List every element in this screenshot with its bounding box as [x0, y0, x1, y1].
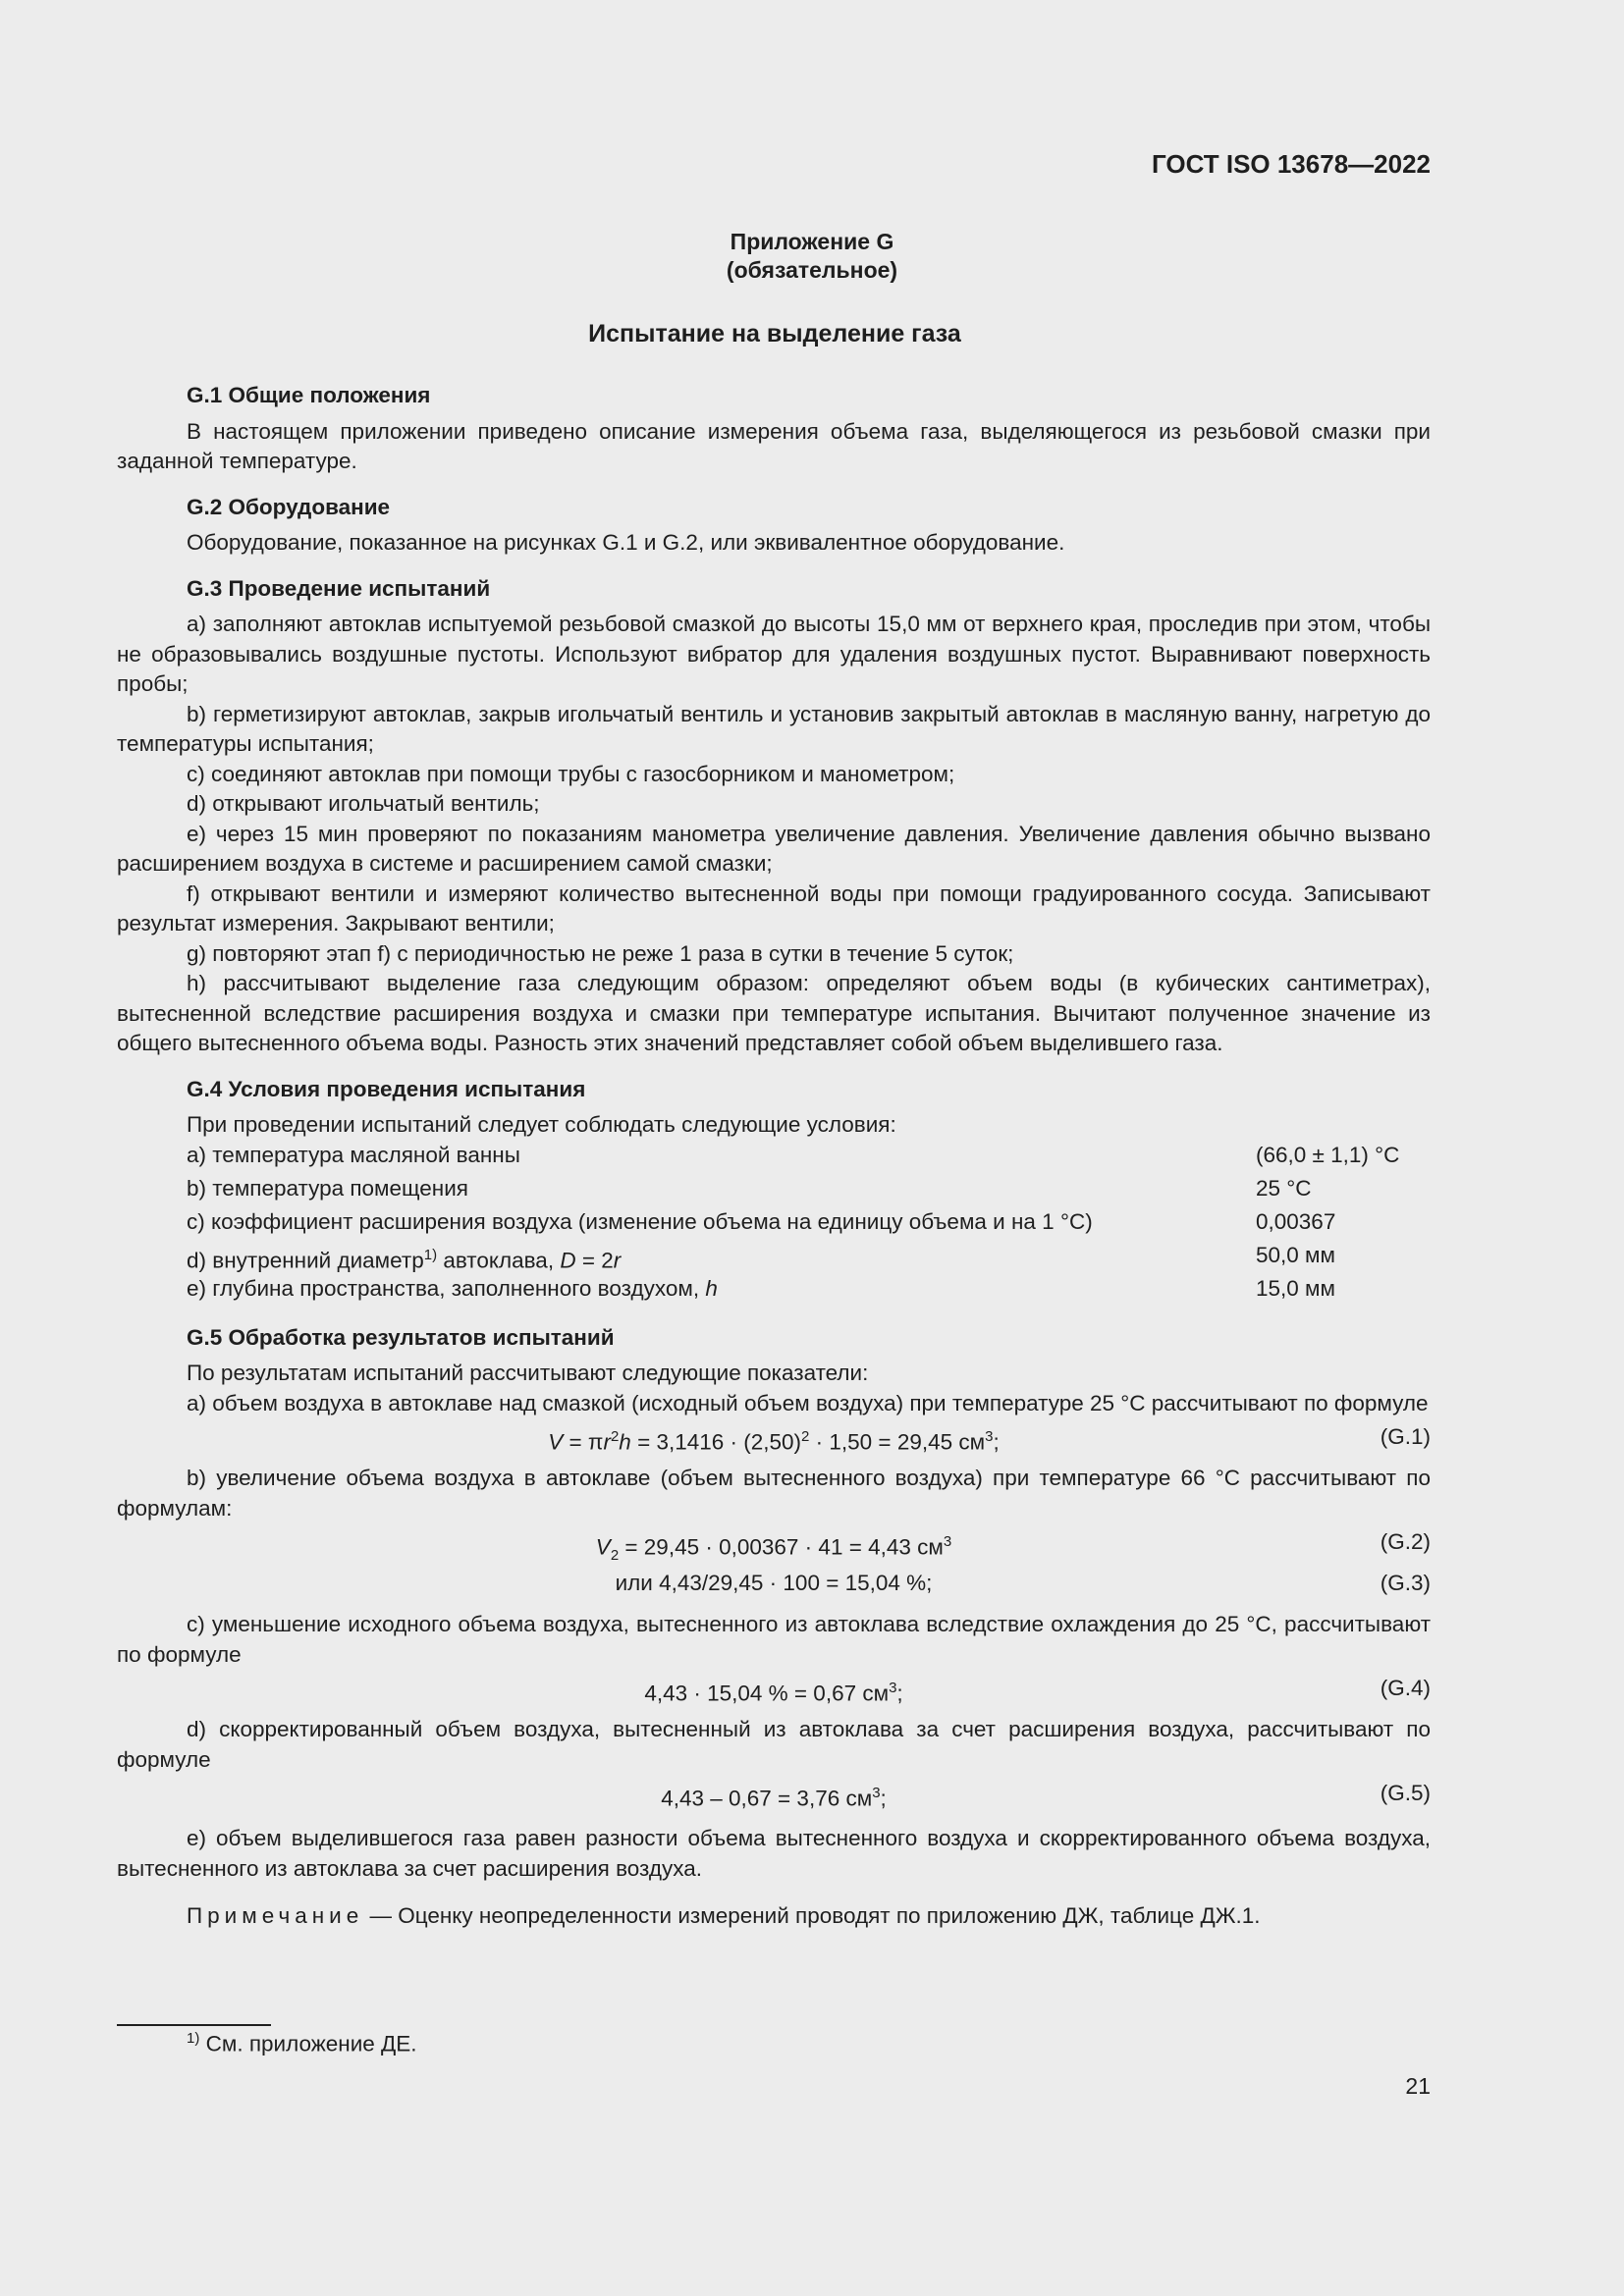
section-heading-g3: G.3 Проведение испытаний — [187, 575, 491, 601]
formula-g3 — [117, 1569, 1431, 1606]
note — [117, 1901, 1431, 1932]
list-item: e) объем выделившегося газа равен разности объема вытесненного воздуха и скорректированного объема воздуха, вытесненного из автоклава за счет расширения воздуха. — [117, 1826, 1431, 1881]
list-item: c) соединяют автоклав при помощи трубы с газосборником и манометром; — [187, 761, 955, 786]
annex-heading — [0, 228, 1624, 285]
formula-number: (G.3) — [1380, 1571, 1431, 1595]
condition-label: c) коэффициент расширения воздуха (изменение объема на единицу объема и на 1 °C) — [187, 1208, 1093, 1234]
formula-number: (G.4) — [1380, 1676, 1431, 1700]
condition-label: e) глубина пространства, заполненного воздухом, h — [187, 1275, 718, 1301]
list-item: c) уменьшение исходного объема воздуха, вытесненного из автоклава вследствие охлаждения до 25 °C, рассчитывают по формуле — [117, 1612, 1431, 1667]
condition-value: 15,0 мм — [1256, 1275, 1335, 1301]
list-item: f) открывают вентили и измеряют количество вытесненной воды при помощи градуированного сосуда. Записывают результат измерения. Закрывают вентили; — [117, 881, 1431, 935]
formula-g4 — [117, 1674, 1431, 1711]
formula-expression: или 4,43/29,45 · 100 = 15,04 %; — [615, 1571, 933, 1595]
list-item: d) скорректированный объем воздуха, вытесненный из автоклава за счет расширения воздуха, рассчитывают по формуле — [117, 1717, 1431, 1772]
paragraph: По результатам испытаний рассчитывают следующие показатели: — [187, 1361, 869, 1385]
list-item: d) открывают игольчатый вентиль; — [187, 791, 540, 816]
document-body — [117, 381, 1431, 1932]
condition-label: b) температура помещения — [187, 1175, 468, 1201]
main-title: Испытание на выделение газа — [588, 320, 961, 347]
paragraph: При проведении испытаний следует соблюдать следующие условия: — [187, 1112, 896, 1137]
formula-number: (G.1) — [1380, 1424, 1431, 1449]
list-item: b) герметизируют автоклав, закрыв игольчатый вентиль и установив закрытый автоклав в масляную ванну, нагретую до температуры испытания; — [117, 701, 1431, 756]
section-heading-g1: G.1 Общие положения — [187, 383, 431, 407]
condition-value: 25 °C — [1256, 1175, 1312, 1201]
page-number: 21 — [1405, 2073, 1431, 2099]
formula-expression: 4,43 – 0,67 = 3,76 $см^3$; — [661, 1785, 887, 1811]
condition-row — [117, 1174, 1431, 1207]
paragraph: В настоящем приложении приведено описание измерения объема газа, выделяющегося из резьбовой смазки при заданной температуре. — [117, 418, 1431, 473]
formula-number: (G.2) — [1380, 1529, 1431, 1554]
annex-title: Приложение G — [730, 229, 894, 254]
condition-label: a) температура масляной ванны — [187, 1142, 520, 1167]
paragraph: Оборудование, показанное на рисунках G.1 и G.2, или эквивалентное оборудование. — [187, 530, 1065, 555]
annex-status: (обязательное) — [726, 257, 898, 283]
list-item: g) повторяют этап f) с периодичностью не реже 1 раза в сутки в течение 5 суток; — [187, 940, 1014, 966]
condition-value: 0,00367 — [1256, 1208, 1336, 1234]
section-heading-g4: G.4 Условия проведения испытания — [187, 1076, 586, 1101]
formula-expression: $V_2 = 29,45 \cdot 0,00367 \cdot 41 = 4,43$ $см^3$ — [595, 1533, 952, 1564]
standard-designation: ГОСТ ISO 13678—2022 — [1151, 149, 1431, 179]
condition-value: (66,0 ± 1,1) °C — [1256, 1142, 1400, 1167]
condition-row — [117, 1274, 1431, 1308]
footnote-divider — [117, 2024, 271, 2026]
footnote-text: См. приложение ДЕ. — [199, 2031, 417, 2056]
list-item: h) рассчитывают выделение газа следующим образом: определяют объем воды (в кубических сантиметрах), вытесненной вследствие расширения воздуха и смазки при температуре испытания. Вычитают полученное значение из общего вытесненного объема воды. Разность этих значений представляет собой объем выделившего газа. — [117, 971, 1431, 1055]
formula-expression: 4,43 · 15,04 % = 0,67 $см^3$; — [644, 1680, 903, 1706]
list-item: e) через 15 мин проверяют по показаниям манометра увеличение давления. Увеличение давления обычно вызвано расширением воздуха в системе и расширением самой смазки; — [117, 821, 1431, 876]
footnote — [187, 2030, 417, 2057]
formula-g2 — [117, 1527, 1431, 1565]
condition-row — [117, 1141, 1431, 1174]
section-heading-g2: G.2 Оборудование — [187, 494, 391, 519]
condition-label: d) внутренний диаметр$^{1)}$ автоклава, D = 2r — [187, 1246, 622, 1272]
formula-expression: $V = \pi r^2h = 3,1416 \cdot (2,50)^2 \cdot 1,50 = 29,45$ $см^3$; — [548, 1428, 1000, 1455]
formula-g1 — [117, 1422, 1431, 1460]
list-item: a) заполняют автоклав испытуемой резьбовой смазкой до высоты 15,0 мм от верхнего края, проследив при этом, чтобы не образовывались воздушные пустоты. Используют вибратор для удаления воздушных пустот. Выравнивают поверхность пробы; — [117, 612, 1431, 696]
list-item: b) увеличение объема воздуха в автоклаве (объем вытесненного воздуха) при температуре 66 °C рассчитывают по формулам: — [117, 1466, 1431, 1521]
note-text: — Оценку неопределенности измерений проводят по приложению ДЖ, таблице ДЖ.1. — [363, 1903, 1261, 1928]
formula-g5 — [117, 1779, 1431, 1816]
formula-number: (G.5) — [1380, 1781, 1431, 1805]
list-item: a) объем воздуха в автоклаве над смазкой (исходный объем воздуха) при температуре 25 °C рассчитывают по формуле — [187, 1390, 1429, 1415]
section-heading-g5: G.5 Обработка результатов испытаний — [187, 1324, 615, 1350]
condition-row — [117, 1241, 1431, 1274]
note-label: Примечание — [187, 1903, 364, 1928]
footnote-ref[interactable]: 1) — [423, 1246, 438, 1263]
condition-value: 50,0 мм — [1256, 1242, 1335, 1267]
condition-row — [117, 1207, 1431, 1241]
footnote-mark: 1) — [187, 2030, 200, 2047]
